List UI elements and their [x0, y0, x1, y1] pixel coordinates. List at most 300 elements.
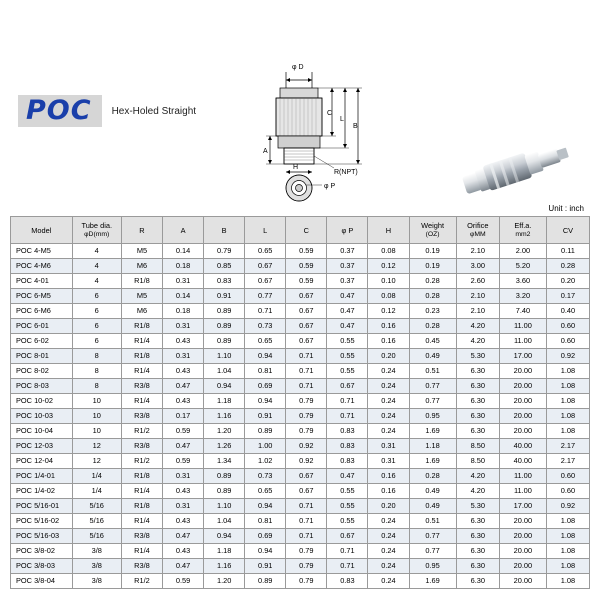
cell-a: 0.31 — [163, 499, 204, 514]
cell-c: 0.71 — [286, 349, 327, 364]
cell-c: 0.59 — [286, 274, 327, 289]
cell-c: 0.92 — [286, 439, 327, 454]
cell-eff: 20.00 — [499, 559, 546, 574]
cell-model: POC 12-04 — [11, 454, 73, 469]
cell-eff: 20.00 — [499, 364, 546, 379]
cell-a: 0.14 — [163, 244, 204, 259]
label-phi-p: φ P — [324, 183, 336, 190]
column-header-c: C — [286, 217, 327, 244]
cell-model: POC 12-03 — [11, 439, 73, 454]
cell-cv: 1.08 — [546, 394, 589, 409]
cell-a: 0.47 — [163, 529, 204, 544]
cell-orifice: 4.20 — [456, 469, 499, 484]
cell-b: 0.94 — [204, 379, 245, 394]
column-header-main: Eff.a. — [514, 221, 532, 230]
cell-p: 0.47 — [327, 469, 368, 484]
cell-orifice: 6.30 — [456, 574, 499, 589]
cell-h: 0.24 — [368, 544, 409, 559]
cell-cv: 1.08 — [546, 574, 589, 589]
cell-b: 1.20 — [204, 574, 245, 589]
table-row — [11, 559, 590, 574]
cell-a: 0.17 — [163, 409, 204, 424]
cell-orifice: 6.30 — [456, 409, 499, 424]
cell-eff: 5.20 — [499, 259, 546, 274]
column-header-tube — [72, 217, 121, 244]
cell-tube: 5/16 — [72, 499, 121, 514]
cell-p: 0.55 — [327, 364, 368, 379]
cell-c: 0.59 — [286, 259, 327, 274]
cell-cv: 1.08 — [546, 559, 589, 574]
column-header-sub: φD(mm) — [84, 231, 110, 238]
cell-c: 0.92 — [286, 454, 327, 469]
cell-h: 0.24 — [368, 529, 409, 544]
cell-orifice: 6.30 — [456, 559, 499, 574]
column-header-eff — [499, 217, 546, 244]
cell-b: 1.26 — [204, 439, 245, 454]
cell-cv: 1.08 — [546, 514, 589, 529]
cell-model: POC 10-03 — [11, 409, 73, 424]
cell-b: 0.83 — [204, 274, 245, 289]
cell-h: 0.08 — [368, 289, 409, 304]
cell-orifice: 8.50 — [456, 454, 499, 469]
cell-c: 0.67 — [286, 484, 327, 499]
column-header-main: Weight — [421, 221, 445, 230]
cell-r: R1/2 — [121, 454, 162, 469]
cell-cv: 0.20 — [546, 274, 589, 289]
cell-model: POC 1/4-02 — [11, 484, 73, 499]
cell-l: 0.91 — [245, 559, 286, 574]
cell-orifice: 5.30 — [456, 349, 499, 364]
column-header-cv: CV — [546, 217, 589, 244]
cell-h: 0.16 — [368, 469, 409, 484]
cell-l: 0.94 — [245, 349, 286, 364]
cell-c: 0.67 — [286, 334, 327, 349]
cell-cv: 0.17 — [546, 289, 589, 304]
cell-orifice: 6.30 — [456, 514, 499, 529]
cell-orifice: 6.30 — [456, 379, 499, 394]
cell-p: 0.37 — [327, 259, 368, 274]
cell-tube: 6 — [72, 304, 121, 319]
cell-a: 0.43 — [163, 514, 204, 529]
cell-p: 0.47 — [327, 289, 368, 304]
cell-p: 0.83 — [327, 439, 368, 454]
cell-l: 0.65 — [245, 484, 286, 499]
cell-a: 0.47 — [163, 379, 204, 394]
cell-h: 0.12 — [368, 304, 409, 319]
cell-r: M5 — [121, 244, 162, 259]
cell-l: 0.65 — [245, 334, 286, 349]
cell-h: 0.24 — [368, 364, 409, 379]
cell-orifice: 8.50 — [456, 439, 499, 454]
cell-b: 0.89 — [204, 334, 245, 349]
cell-p: 0.71 — [327, 544, 368, 559]
cell-l: 0.67 — [245, 274, 286, 289]
cell-a: 0.47 — [163, 439, 204, 454]
column-header-model: Model — [11, 217, 73, 244]
cell-tube: 6 — [72, 334, 121, 349]
cell-orifice: 4.20 — [456, 484, 499, 499]
label-phi-d: φ D — [292, 64, 304, 71]
cell-orifice: 6.30 — [456, 394, 499, 409]
cell-r: R1/4 — [121, 544, 162, 559]
cell-model: POC 8-01 — [11, 349, 73, 364]
cell-tube: 1/4 — [72, 484, 121, 499]
cell-h: 0.16 — [368, 334, 409, 349]
cell-c: 0.79 — [286, 424, 327, 439]
cell-r: R1/4 — [121, 514, 162, 529]
cell-eff: 3.20 — [499, 289, 546, 304]
cell-b: 0.91 — [204, 289, 245, 304]
cell-b: 1.20 — [204, 424, 245, 439]
cell-tube: 3/8 — [72, 574, 121, 589]
cell-tube: 12 — [72, 439, 121, 454]
column-header-orifice — [456, 217, 499, 244]
cell-b: 0.89 — [204, 304, 245, 319]
cell-l: 0.81 — [245, 514, 286, 529]
cell-cv: 0.60 — [546, 334, 589, 349]
column-header-r: R — [121, 217, 162, 244]
table-row — [11, 454, 590, 469]
cell-tube: 4 — [72, 244, 121, 259]
table-row — [11, 469, 590, 484]
cell-c: 0.59 — [286, 244, 327, 259]
cell-eff: 11.00 — [499, 334, 546, 349]
cell-h: 0.24 — [368, 574, 409, 589]
table-header-row — [11, 217, 590, 244]
cell-model: POC 8-03 — [11, 379, 73, 394]
cell-h: 0.08 — [368, 244, 409, 259]
cell-weight: 1.69 — [409, 424, 456, 439]
column-header-weight — [409, 217, 456, 244]
cell-l: 0.91 — [245, 409, 286, 424]
cell-c: 0.67 — [286, 469, 327, 484]
cell-b: 1.04 — [204, 364, 245, 379]
cell-a: 0.47 — [163, 559, 204, 574]
cell-orifice: 2.60 — [456, 274, 499, 289]
cell-h: 0.24 — [368, 409, 409, 424]
cell-c: 0.67 — [286, 319, 327, 334]
table-row — [11, 574, 590, 589]
cell-weight: 0.49 — [409, 349, 456, 364]
cell-b: 0.79 — [204, 244, 245, 259]
cell-a: 0.43 — [163, 364, 204, 379]
cell-b: 0.85 — [204, 259, 245, 274]
cell-l: 0.69 — [245, 379, 286, 394]
cell-eff: 11.00 — [499, 319, 546, 334]
cell-b: 1.18 — [204, 544, 245, 559]
cell-weight: 0.77 — [409, 529, 456, 544]
cell-l: 0.89 — [245, 424, 286, 439]
column-header-h: H — [368, 217, 409, 244]
cell-c: 0.79 — [286, 409, 327, 424]
cell-l: 0.94 — [245, 544, 286, 559]
cell-orifice: 6.30 — [456, 364, 499, 379]
cell-a: 0.18 — [163, 304, 204, 319]
cell-model: POC 10-04 — [11, 424, 73, 439]
cell-l: 0.71 — [245, 304, 286, 319]
cell-model: POC 6-02 — [11, 334, 73, 349]
cell-eff: 17.00 — [499, 499, 546, 514]
cell-a: 0.43 — [163, 334, 204, 349]
cell-weight: 0.51 — [409, 514, 456, 529]
cell-h: 0.20 — [368, 349, 409, 364]
column-header-sub: φMM — [469, 231, 486, 238]
cell-eff: 11.00 — [499, 469, 546, 484]
column-header-l: L — [245, 217, 286, 244]
cell-a: 0.43 — [163, 394, 204, 409]
cell-l: 0.69 — [245, 529, 286, 544]
column-header-sub: mm2 — [515, 231, 531, 238]
cell-tube: 6 — [72, 289, 121, 304]
cell-cv: 0.40 — [546, 304, 589, 319]
cell-h: 0.20 — [368, 499, 409, 514]
cell-weight: 1.69 — [409, 574, 456, 589]
cell-eff: 2.00 — [499, 244, 546, 259]
cell-p: 0.83 — [327, 454, 368, 469]
cell-r: M6 — [121, 304, 162, 319]
cell-orifice: 5.30 — [456, 499, 499, 514]
cell-eff: 20.00 — [499, 409, 546, 424]
cell-a: 0.31 — [163, 319, 204, 334]
cell-p: 0.47 — [327, 304, 368, 319]
cell-tube: 8 — [72, 349, 121, 364]
cell-r: R1/8 — [121, 274, 162, 289]
cell-orifice: 6.30 — [456, 424, 499, 439]
column-header-b: B — [204, 217, 245, 244]
cell-cv: 0.92 — [546, 499, 589, 514]
cell-model: POC 4-M5 — [11, 244, 73, 259]
cell-b: 1.10 — [204, 349, 245, 364]
cell-cv: 1.08 — [546, 364, 589, 379]
cell-a: 0.59 — [163, 574, 204, 589]
cell-model: POC 8-02 — [11, 364, 73, 379]
cell-b: 1.18 — [204, 394, 245, 409]
cell-a: 0.59 — [163, 454, 204, 469]
cell-h: 0.31 — [368, 439, 409, 454]
cell-eff: 20.00 — [499, 574, 546, 589]
cell-tube: 4 — [72, 259, 121, 274]
cell-h: 0.24 — [368, 514, 409, 529]
cell-p: 0.37 — [327, 244, 368, 259]
cell-eff: 20.00 — [499, 514, 546, 529]
cell-orifice: 2.10 — [456, 289, 499, 304]
cell-model: POC 5/16-02 — [11, 514, 73, 529]
cell-c: 0.79 — [286, 544, 327, 559]
cell-tube: 8 — [72, 379, 121, 394]
cell-c: 0.79 — [286, 394, 327, 409]
cell-l: 0.81 — [245, 364, 286, 379]
cell-a: 0.59 — [163, 424, 204, 439]
technical-drawing — [250, 58, 400, 208]
cell-eff: 40.00 — [499, 439, 546, 454]
cell-cv: 0.92 — [546, 349, 589, 364]
cell-model: POC 3/8-04 — [11, 574, 73, 589]
cell-b: 1.16 — [204, 559, 245, 574]
cell-r: R1/4 — [121, 364, 162, 379]
cell-weight: 0.95 — [409, 409, 456, 424]
cell-r: R1/4 — [121, 394, 162, 409]
cell-orifice: 4.20 — [456, 319, 499, 334]
cell-tube: 4 — [72, 274, 121, 289]
cell-tube: 5/16 — [72, 514, 121, 529]
cell-r: R1/8 — [121, 349, 162, 364]
cell-b: 0.89 — [204, 319, 245, 334]
cell-eff: 17.00 — [499, 349, 546, 364]
cell-l: 0.94 — [245, 394, 286, 409]
cell-p: 0.55 — [327, 349, 368, 364]
cell-r: M6 — [121, 259, 162, 274]
cell-model: POC 1/4-01 — [11, 469, 73, 484]
cell-b: 0.89 — [204, 469, 245, 484]
cell-c: 0.79 — [286, 574, 327, 589]
cell-weight: 0.28 — [409, 319, 456, 334]
cell-c: 0.67 — [286, 289, 327, 304]
cell-orifice: 3.00 — [456, 259, 499, 274]
cell-model: POC 4-M6 — [11, 259, 73, 274]
cell-a: 0.14 — [163, 289, 204, 304]
cell-p: 0.55 — [327, 484, 368, 499]
cell-weight: 1.18 — [409, 439, 456, 454]
cell-cv: 1.08 — [546, 424, 589, 439]
cell-orifice: 6.30 — [456, 529, 499, 544]
label-b: B — [353, 123, 358, 130]
table-row — [11, 364, 590, 379]
column-header-p: φ P — [327, 217, 368, 244]
cell-c: 0.71 — [286, 364, 327, 379]
cell-l: 0.94 — [245, 499, 286, 514]
cell-c: 0.71 — [286, 379, 327, 394]
cell-eff: 20.00 — [499, 379, 546, 394]
table-row — [11, 289, 590, 304]
cell-weight: 0.51 — [409, 364, 456, 379]
product-subtitle: Hex-Holed Straight — [111, 105, 197, 117]
column-header-main: Orifice — [467, 221, 489, 230]
cell-a: 0.43 — [163, 544, 204, 559]
cell-r: R3/8 — [121, 559, 162, 574]
table-row — [11, 394, 590, 409]
cell-h: 0.24 — [368, 394, 409, 409]
cell-b: 1.16 — [204, 409, 245, 424]
cell-p: 0.55 — [327, 334, 368, 349]
table-row — [11, 484, 590, 499]
cell-weight: 0.23 — [409, 304, 456, 319]
cell-weight: 0.28 — [409, 274, 456, 289]
cell-weight: 0.77 — [409, 379, 456, 394]
cell-cv: 0.60 — [546, 319, 589, 334]
label-a: A — [263, 148, 268, 155]
cell-eff: 20.00 — [499, 394, 546, 409]
label-c: C — [327, 110, 333, 117]
cell-model: POC 4-01 — [11, 274, 73, 289]
cell-h: 0.24 — [368, 424, 409, 439]
cell-orifice: 4.20 — [456, 334, 499, 349]
cell-weight: 0.19 — [409, 244, 456, 259]
cell-r: R3/8 — [121, 409, 162, 424]
cell-tube: 10 — [72, 424, 121, 439]
cell-l: 1.02 — [245, 454, 286, 469]
cell-tube: 1/4 — [72, 469, 121, 484]
label-r-npt: R(NPT) — [334, 169, 358, 176]
cell-cv: 1.08 — [546, 529, 589, 544]
cell-p: 0.67 — [327, 529, 368, 544]
label-l: L — [340, 116, 344, 123]
cell-r: R1/8 — [121, 499, 162, 514]
cell-p: 0.67 — [327, 379, 368, 394]
cell-eff: 11.00 — [499, 484, 546, 499]
cell-eff: 20.00 — [499, 424, 546, 439]
cell-tube: 3/8 — [72, 544, 121, 559]
table-body — [11, 244, 590, 589]
cell-p: 0.83 — [327, 574, 368, 589]
cell-c: 0.71 — [286, 514, 327, 529]
table-row — [11, 499, 590, 514]
cell-weight: 0.28 — [409, 289, 456, 304]
cell-l: 1.00 — [245, 439, 286, 454]
cell-b: 0.89 — [204, 484, 245, 499]
table-row — [11, 259, 590, 274]
cell-r: M5 — [121, 289, 162, 304]
cell-cv: 0.28 — [546, 259, 589, 274]
cell-model: POC 3/8-03 — [11, 559, 73, 574]
cell-weight: 1.69 — [409, 454, 456, 469]
cell-p: 0.71 — [327, 394, 368, 409]
table-row — [11, 529, 590, 544]
cell-h: 0.24 — [368, 379, 409, 394]
cell-p: 0.71 — [327, 409, 368, 424]
cell-weight: 0.77 — [409, 394, 456, 409]
cell-cv: 1.08 — [546, 409, 589, 424]
cell-l: 0.73 — [245, 319, 286, 334]
table-row — [11, 379, 590, 394]
product-photo — [452, 140, 580, 198]
cell-r: R1/2 — [121, 424, 162, 439]
cell-l: 0.89 — [245, 574, 286, 589]
cell-model: POC 10-02 — [11, 394, 73, 409]
table-row — [11, 349, 590, 364]
column-header-main: Tube dia. — [81, 221, 112, 230]
cell-eff: 3.60 — [499, 274, 546, 289]
cell-a: 0.18 — [163, 259, 204, 274]
cell-cv: 1.08 — [546, 379, 589, 394]
cell-r: R1/8 — [121, 319, 162, 334]
cell-r: R1/8 — [121, 469, 162, 484]
cell-model: POC 5/16-03 — [11, 529, 73, 544]
cell-weight: 0.77 — [409, 544, 456, 559]
table-row — [11, 334, 590, 349]
cell-tube: 12 — [72, 454, 121, 469]
cell-eff: 20.00 — [499, 529, 546, 544]
cell-orifice: 2.10 — [456, 244, 499, 259]
cell-weight: 0.19 — [409, 259, 456, 274]
cell-r: R3/8 — [121, 439, 162, 454]
cell-tube: 10 — [72, 394, 121, 409]
cell-r: R1/4 — [121, 334, 162, 349]
table-row — [11, 274, 590, 289]
cell-orifice: 6.30 — [456, 544, 499, 559]
cell-h: 0.16 — [368, 484, 409, 499]
cell-p: 0.47 — [327, 319, 368, 334]
cell-weight: 0.49 — [409, 484, 456, 499]
cell-weight: 0.45 — [409, 334, 456, 349]
cell-eff: 7.40 — [499, 304, 546, 319]
table-row — [11, 439, 590, 454]
cell-weight: 0.28 — [409, 469, 456, 484]
cell-r: R1/4 — [121, 484, 162, 499]
spec-table — [10, 216, 590, 589]
table-row — [11, 514, 590, 529]
cell-weight: 0.95 — [409, 559, 456, 574]
cell-cv: 2.17 — [546, 454, 589, 469]
